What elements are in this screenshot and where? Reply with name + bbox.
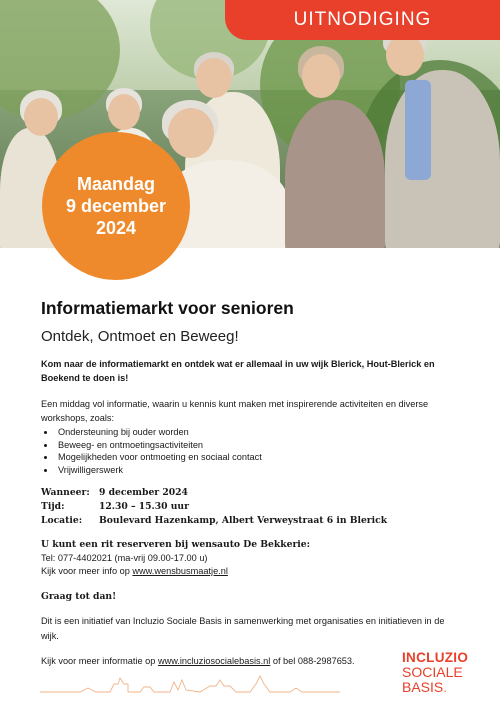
incluzio-logo	[402, 650, 482, 698]
workshop-list	[56, 426, 461, 476]
closing-greeting: Graag tot dan!	[41, 590, 117, 602]
date-badge-date: 9 december	[65, 196, 167, 216]
more-info-suffix: of bel 088-2987653.	[270, 655, 355, 666]
initiative-text: Dit is een initiatief van Incluzio Sociale Basis in samenwerking met organisaties en initiatieven in de wijk.	[41, 615, 445, 641]
logo-dot: .	[443, 679, 448, 695]
detail-value: 12.30 – 15.30 uur	[99, 501, 189, 512]
person-shirt	[405, 80, 431, 180]
ride-phone: Tel: 077-4402021 (ma-vrij 09.00-17.00 u)	[41, 552, 208, 563]
more-info-line	[41, 656, 461, 666]
banner-label: UITNODIGING	[293, 9, 432, 30]
logo-line2: SOCIALE	[402, 664, 463, 680]
intro-text: Een middag vol informatie, waarin u kennis kunt maken met inspirerende activiteiten en diverse workshops, zoals:	[41, 399, 429, 423]
date-badge	[42, 132, 190, 280]
person-head	[24, 98, 58, 136]
ride-link-prefix: Kijk voor meer info op	[41, 566, 133, 576]
detail-row-location	[41, 514, 461, 528]
detail-value: 9 december 2024	[99, 487, 188, 498]
page-title: Informatiemarkt voor senioren	[41, 298, 294, 318]
logo-line3	[402, 680, 482, 695]
ride-link-line	[41, 565, 461, 579]
list-item: • Ondersteuning bij ouder worden	[56, 426, 461, 439]
detail-label: Wanneer:	[41, 487, 90, 498]
person-figure	[285, 100, 385, 248]
incluzio-link[interactable]: www.incluziosocialebasis.nl	[157, 655, 271, 666]
logo-line3-text: BASIS	[402, 679, 444, 695]
date-badge-year: 2024	[95, 218, 137, 238]
detail-value: Boulevard Hazenkamp, Albert Verweystraat 6 in Blerick	[99, 515, 388, 526]
person-head	[108, 94, 140, 130]
wensbus-link[interactable]: www.wensbusmaatje.nl	[132, 566, 228, 576]
skyline-illustration	[40, 670, 340, 696]
date-badge-day: Maandag	[76, 174, 155, 194]
ride-heading: U kunt een rit reserveren bij wensauto De Bekkerie:	[41, 539, 311, 550]
list-item: • Mogelijkheden voor ontmoeting en sociaal contact	[56, 451, 461, 464]
person-head	[196, 58, 232, 98]
logo-line1: INCLUZIO	[402, 650, 469, 665]
more-info-prefix: Kijk voor meer informatie op	[41, 655, 158, 666]
event-details	[41, 486, 461, 528]
list-item: • Vrijwilligerswerk	[56, 464, 461, 477]
ride-info	[41, 538, 461, 579]
detail-label: Tijd:	[41, 501, 65, 512]
invitation-banner	[225, 0, 500, 40]
detail-label: Locatie:	[41, 515, 83, 526]
detail-row-when	[41, 486, 461, 500]
person-figure	[385, 70, 500, 248]
detail-row-time	[41, 500, 461, 514]
main-content	[41, 298, 461, 666]
lead-text: Kom naar de informatiemarkt en ontdek wat er allemaal in uw wijk Blerick, Hout-Blerick en Boekend te doen is!	[41, 359, 435, 383]
list-item: • Beweeg- en ontmoetingsactiviteiten	[56, 439, 461, 452]
person-head	[168, 108, 214, 158]
page-subtitle: Ontdek, Ontmoet en Beweeg!	[41, 328, 239, 345]
person-head	[302, 54, 340, 98]
person-head	[386, 34, 424, 76]
